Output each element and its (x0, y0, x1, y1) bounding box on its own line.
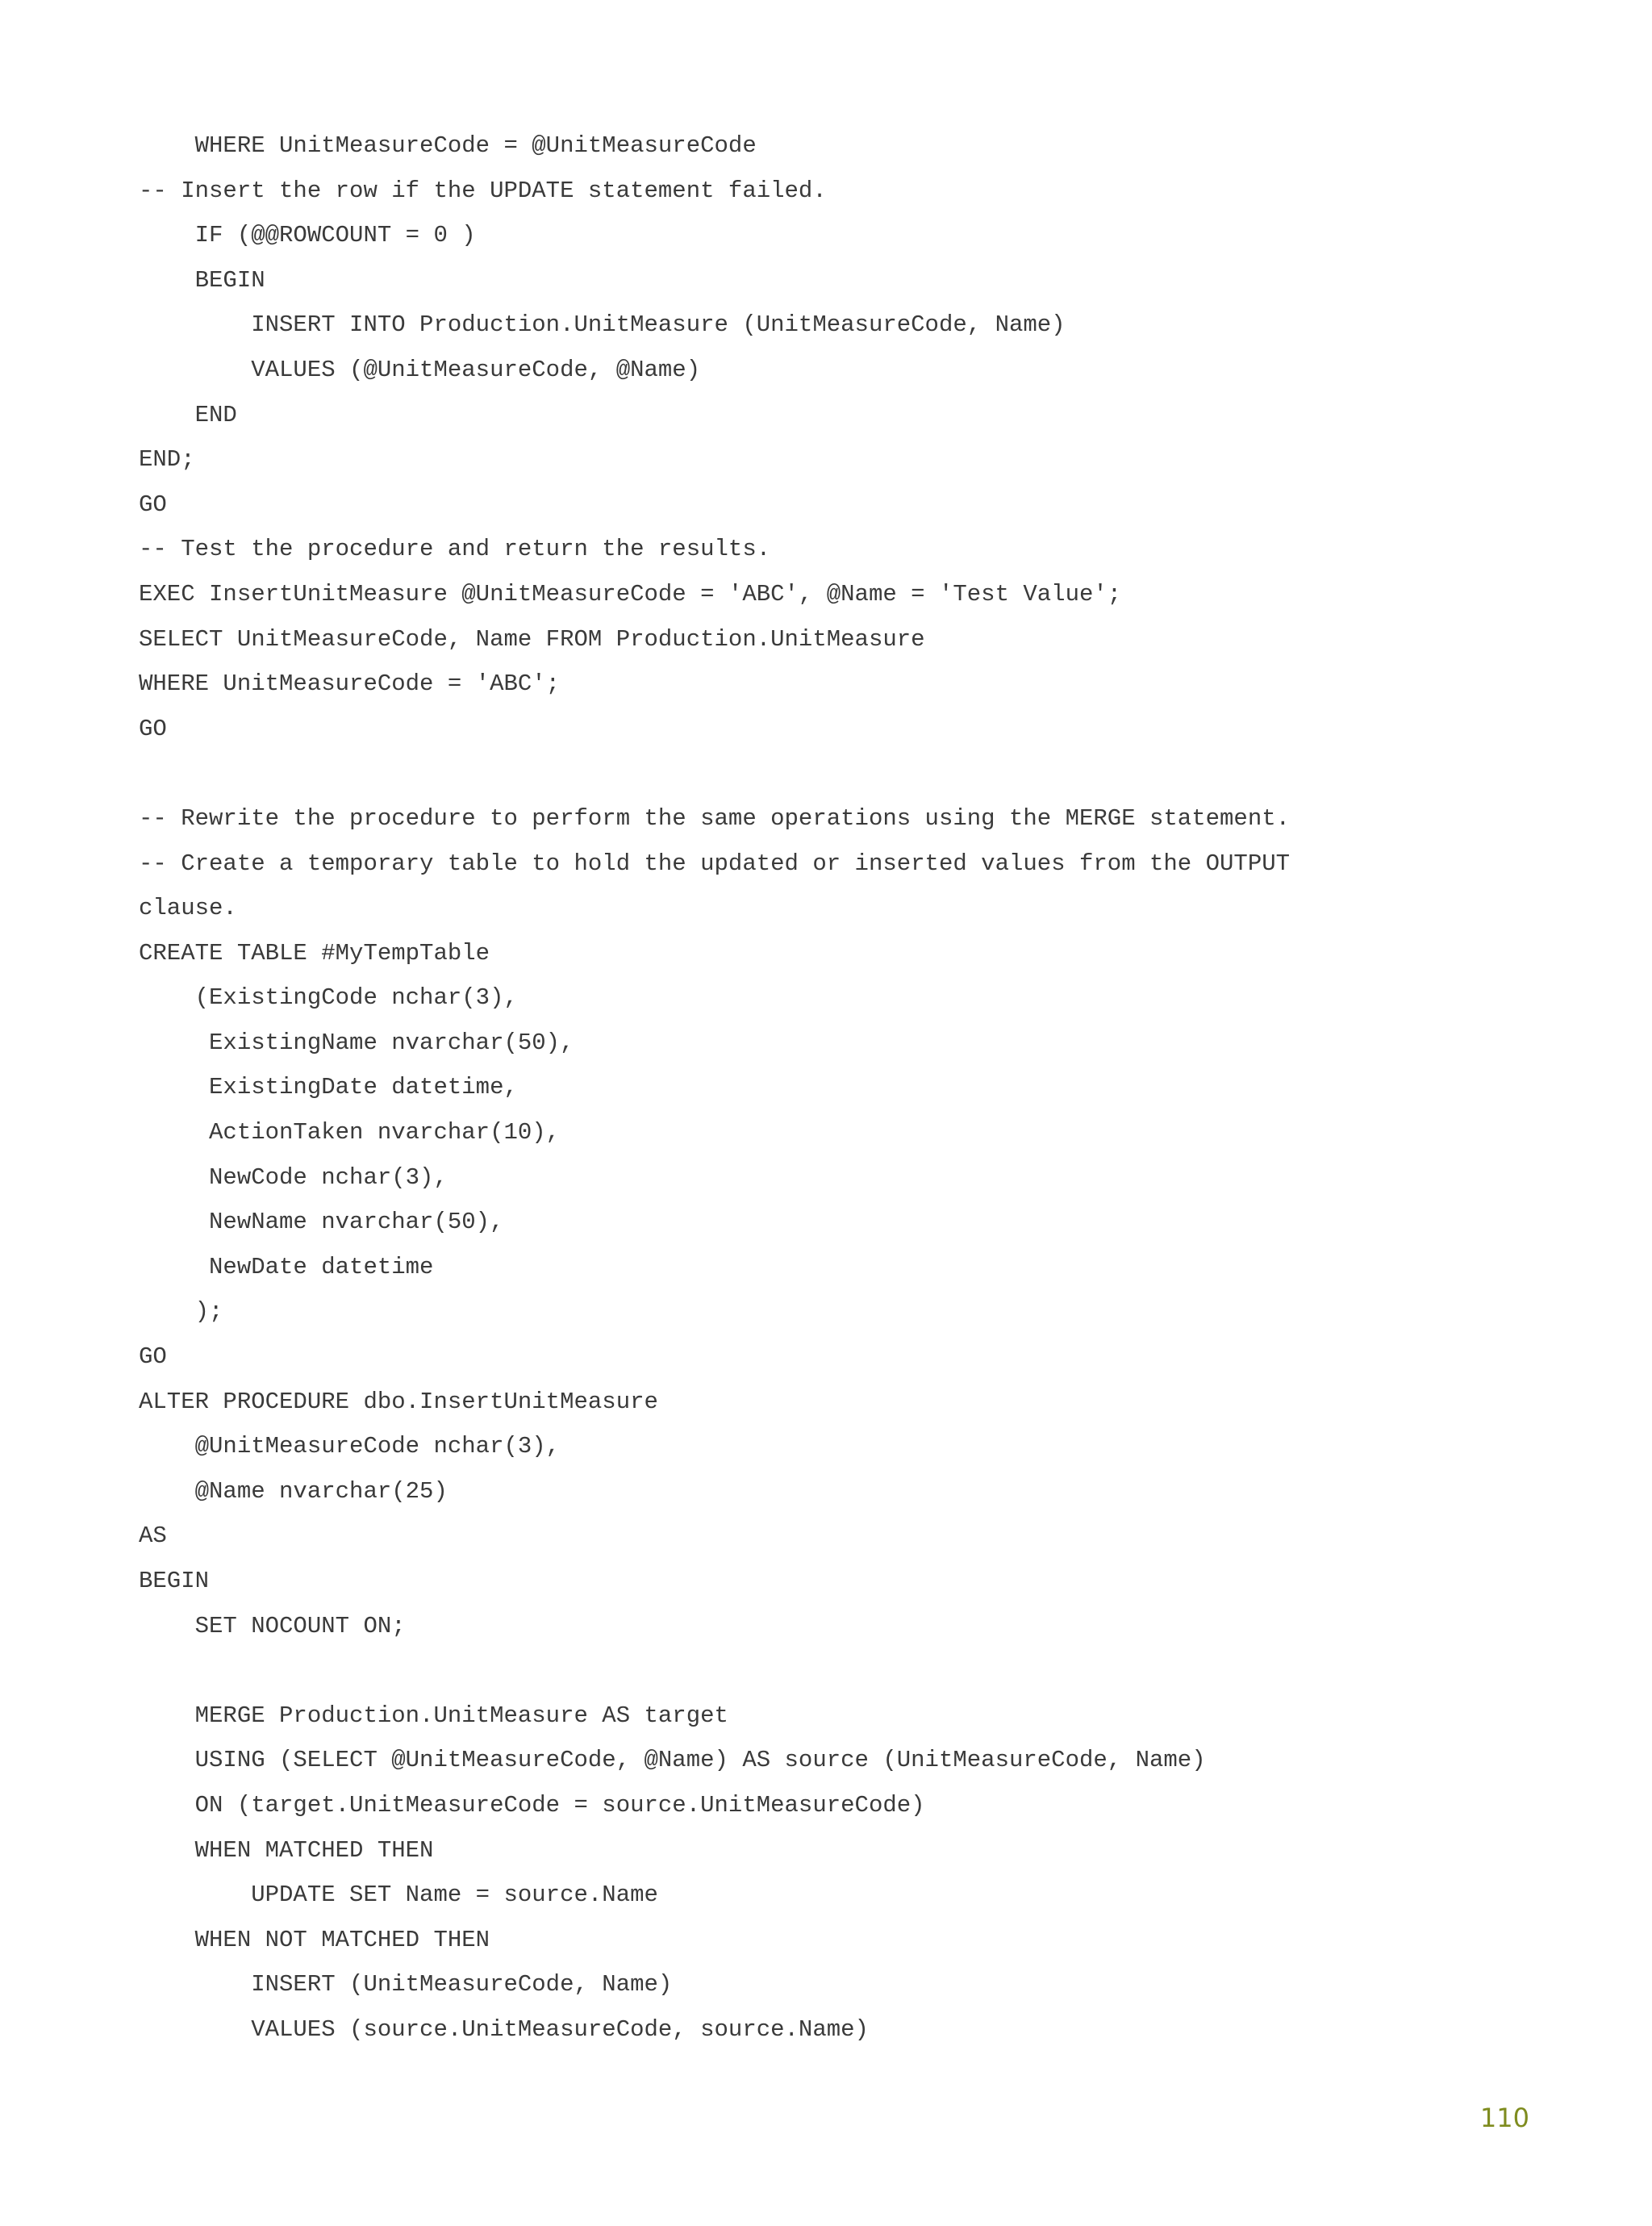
code-line: ExistingDate datetime, (139, 1074, 518, 1101)
code-line: ALTER PROCEDURE dbo.InsertUnitMeasure (139, 1388, 658, 1415)
code-line: NewCode nchar(3), (139, 1163, 448, 1191)
code-line: NewName nvarchar(50), (139, 1209, 504, 1236)
code-line: END (139, 401, 237, 428)
code-line: (ExistingCode nchar(3), (139, 984, 518, 1012)
code-line: -- Create a temporary table to hold the updated or inserted values from the OUTPUT (139, 850, 1291, 877)
code-line: GO (139, 715, 167, 742)
code-line: INSERT INTO Production.UnitMeasure (UnitMeasureCode, Name) (139, 311, 1066, 339)
code-line: ON (target.UnitMeasureCode = source.UnitMeasureCode) (139, 1791, 925, 1819)
code-line: SELECT UnitMeasureCode, Name FROM Production.UnitMeasure (139, 625, 925, 653)
code-line: NewDate datetime (139, 1253, 434, 1280)
code-listing (139, 123, 1290, 2053)
code-line: -- Insert the row if the UPDATE statement failed. (139, 177, 827, 204)
code-line: VALUES (@UnitMeasureCode, @Name) (139, 356, 701, 383)
code-line: EXEC InsertUnitMeasure @UnitMeasureCode = 'ABC', @Name = 'Test Value'; (139, 580, 1122, 608)
code-line: -- Rewrite the procedure to perform the same operations using the MERGE statement. (139, 804, 1291, 832)
code-line: VALUES (source.UnitMeasureCode, source.Name) (139, 2015, 869, 2043)
code-line: ExistingName nvarchar(50), (139, 1029, 574, 1056)
code-line: WHEN MATCHED THEN (139, 1836, 434, 1864)
code-line: CREATE TABLE #MyTempTable (139, 939, 490, 967)
code-line: ); (139, 1298, 223, 1326)
code-line: BEGIN (139, 266, 265, 294)
code-line: INSERT (UnitMeasureCode, Name) (139, 1971, 673, 1998)
code-line: IF (@@ROWCOUNT = 0 ) (139, 222, 476, 249)
page-number: 110 (1479, 2103, 1529, 2133)
code-line: AS (139, 1522, 167, 1550)
code-line: clause. (139, 895, 237, 922)
code-line: MERGE Production.UnitMeasure AS target (139, 1702, 728, 1729)
code-line: USING (SELECT @UnitMeasureCode, @Name) AS source (UnitMeasureCode, Name) (139, 1747, 1206, 1774)
code-line (139, 1648, 1290, 1694)
code-line: SET NOCOUNT ON; (139, 1612, 406, 1639)
code-line: @UnitMeasureCode nchar(3), (139, 1433, 561, 1460)
code-line: WHERE UnitMeasureCode = 'ABC'; (139, 670, 561, 698)
code-line: WHERE UnitMeasureCode = @UnitMeasureCode (139, 132, 757, 159)
code-line: BEGIN (139, 1568, 210, 1594)
code-line: GO (139, 1343, 167, 1371)
code-line: ActionTaken nvarchar(10), (139, 1119, 561, 1146)
code-line: UPDATE SET Name = source.Name (139, 1881, 658, 1909)
code-line: GO (139, 491, 167, 518)
code-line: WHEN NOT MATCHED THEN (139, 1926, 490, 1953)
code-line: END; (139, 446, 195, 474)
code-line (139, 751, 1290, 796)
code-line: -- Test the procedure and return the results. (139, 536, 771, 563)
code-line: @Name nvarchar(25) (139, 1477, 448, 1505)
